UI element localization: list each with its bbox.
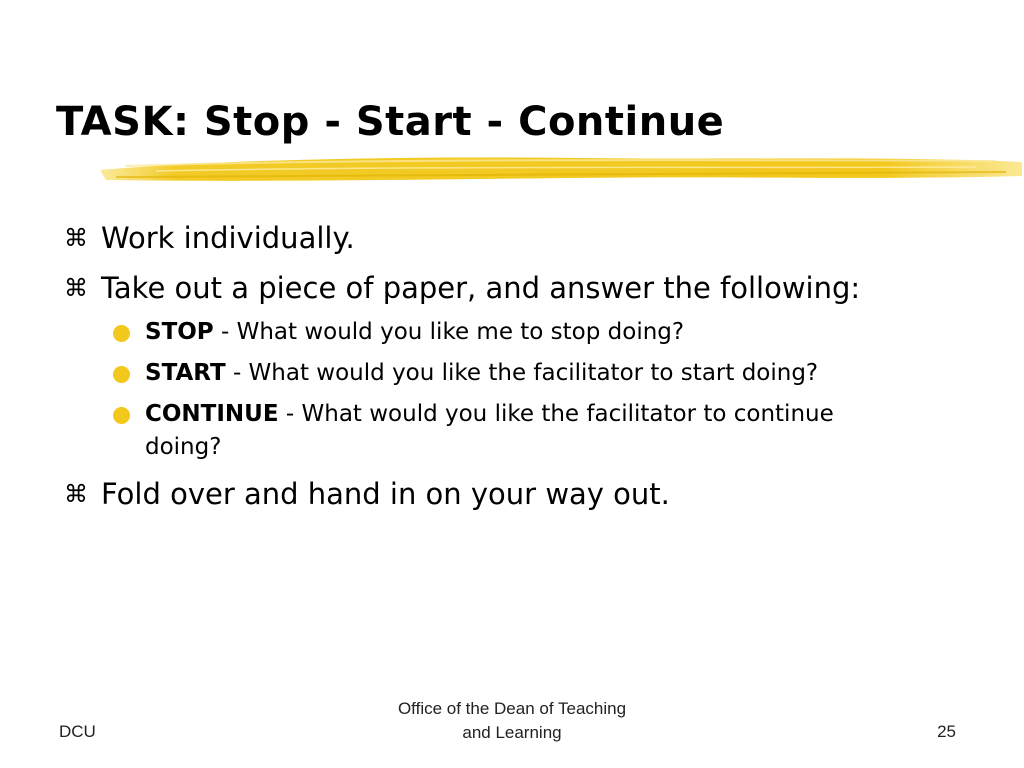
command-key-icon: ⌘ [64, 480, 88, 508]
command-key-icon: ⌘ [64, 274, 88, 302]
sub-bullet-keyword: STOP [145, 319, 214, 345]
page-number: 25 [937, 722, 956, 741]
bullet-item [64, 216, 964, 260]
bullet-text: Fold over and hand in on your way out. [101, 477, 670, 511]
footer-organization: DCU [59, 722, 96, 741]
slide-title: TASK: Stop - Start - Continue [56, 99, 725, 145]
bullet-item [64, 266, 964, 310]
bullet-item [64, 472, 964, 516]
bullet-text: Work individually. [101, 221, 355, 255]
highlighter-stroke [96, 146, 1024, 190]
sub-bullet-keyword: START [145, 360, 226, 386]
bullet-dot-icon [113, 407, 130, 424]
command-key-icon: ⌘ [64, 224, 88, 252]
bullet-dot-icon [113, 325, 130, 342]
footer-office [352, 697, 672, 745]
footer-office-line1: Office of the Dean of Teaching [397, 699, 627, 718]
sub-bullet-keyword: CONTINUE [145, 401, 279, 427]
sub-bullet-text: - What would you like the facilitator to start doing? [225, 360, 819, 386]
sub-bullet-item [145, 398, 915, 464]
bullet-list [64, 216, 964, 522]
footer-office-line2: and Learning [462, 723, 562, 742]
sub-bullet-item [145, 316, 915, 349]
bullet-text: Take out a piece of paper, and answer the following: [101, 271, 861, 305]
sub-bullet-text: - What would you like me to stop doing? [213, 319, 685, 345]
sub-bullet-item [145, 357, 915, 390]
bullet-dot-icon [113, 366, 130, 383]
sub-bullet-text: - What would you like the facilitator to continue doing? [145, 401, 834, 460]
